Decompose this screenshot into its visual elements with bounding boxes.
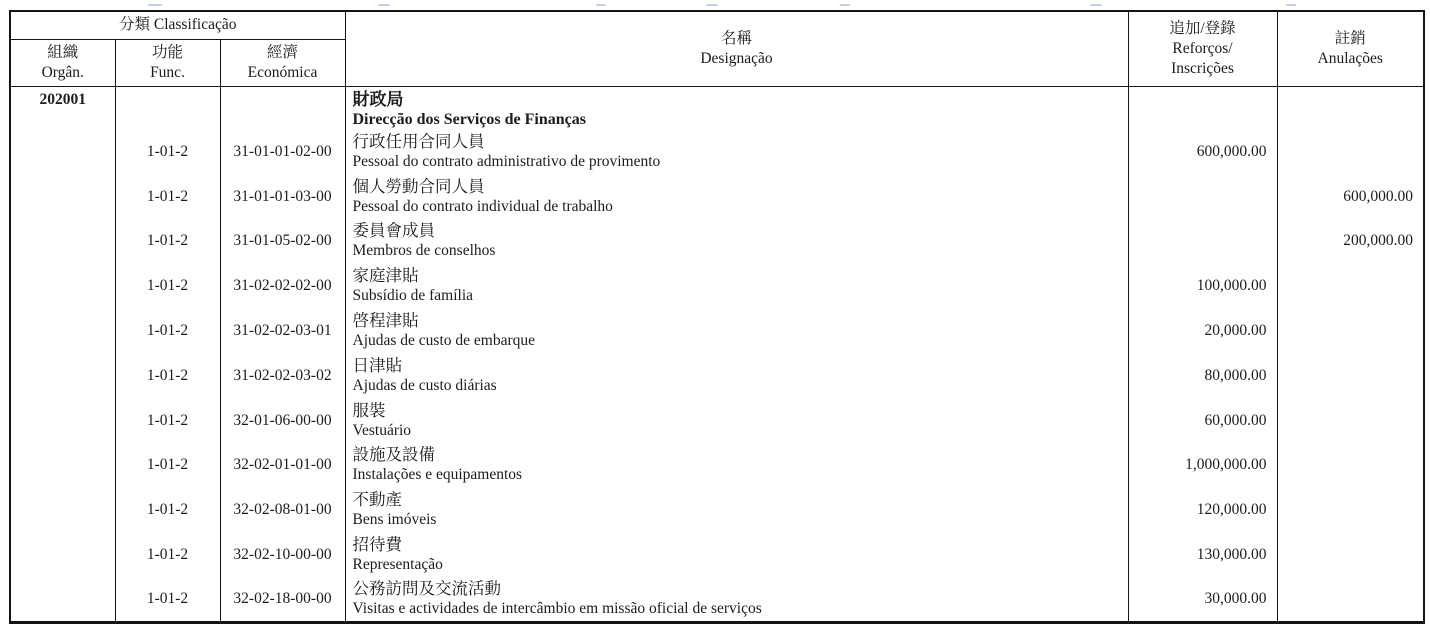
budget-line-row xyxy=(10,398,1424,443)
scan-artifact xyxy=(706,4,718,6)
designation-cell xyxy=(345,309,1128,354)
designation-zh: 設施及設備 xyxy=(352,445,435,465)
designation-cell xyxy=(345,219,1128,264)
org-cell-empty xyxy=(10,264,115,309)
anulacoes-amount: 200,000.00 xyxy=(1277,219,1424,264)
scan-artifact xyxy=(1286,4,1296,6)
designation-cell xyxy=(345,577,1128,622)
designation-pt: Ajudas de custo diárias xyxy=(352,376,497,394)
reforcos-amount: 600,000.00 xyxy=(1128,130,1277,175)
designation-cell xyxy=(345,443,1128,488)
designation-zh: 招待費 xyxy=(352,535,402,555)
empty-cell xyxy=(115,86,220,130)
designation-zh: 委員會成員 xyxy=(352,221,435,241)
designation-zh: 公務訪問及交流活動 xyxy=(352,579,501,599)
anulacoes-amount xyxy=(1277,443,1424,488)
economic-code: 32-01-06-00-00 xyxy=(220,398,345,443)
economic-code: 32-02-08-01-00 xyxy=(220,488,345,533)
reforcos-amount: 80,000.00 xyxy=(1128,353,1277,398)
designation-cell xyxy=(345,533,1128,578)
functional-code: 1-01-2 xyxy=(115,353,220,398)
designation-pt: Ajudas de custo de embarque xyxy=(352,332,535,350)
economic-code: 32-02-01-01-00 xyxy=(220,443,345,488)
anulacoes-amount xyxy=(1277,577,1424,622)
header-economic-pt: Económica xyxy=(247,63,318,81)
budget-line-row xyxy=(10,488,1424,533)
designation-cell xyxy=(345,130,1128,175)
budget-line-row xyxy=(10,577,1424,622)
header-reinforcements-zh: 追加/登錄 xyxy=(1169,19,1236,37)
designation-zh: 不動產 xyxy=(352,490,402,510)
org-cell-empty xyxy=(10,130,115,175)
designation-pt: Visitas e actividades de intercâmbio em missão oficial de serviços xyxy=(352,600,762,618)
designation-pt: Pessoal do contrato individual de trabalho xyxy=(352,197,613,215)
header-designation-zh: 名稱 xyxy=(720,29,752,47)
header-economic-zh: 經濟 xyxy=(266,43,298,61)
budget-line-row xyxy=(10,174,1424,219)
scan-artifact xyxy=(378,4,390,6)
header-organ-pt: Orgân. xyxy=(41,63,84,81)
designation-zh: 行政任用合同人員 xyxy=(352,131,485,151)
functional-code: 1-01-2 xyxy=(115,398,220,443)
reforcos-amount: 60,000.00 xyxy=(1128,398,1277,443)
budget-line-row xyxy=(10,264,1424,309)
designation-pt: Pessoal do contrato administrativo de provimento xyxy=(352,152,661,170)
budget-line-row xyxy=(10,443,1424,488)
table-header xyxy=(10,11,1424,86)
functional-code: 1-01-2 xyxy=(115,309,220,354)
economic-code: 31-01-01-02-00 xyxy=(220,130,345,175)
section-header-row xyxy=(10,86,1424,130)
functional-code: 1-01-2 xyxy=(115,443,220,488)
scan-artifact xyxy=(148,4,162,6)
anulacoes-amount xyxy=(1277,533,1424,578)
reforcos-amount: 1,000,000.00 xyxy=(1128,443,1277,488)
header-function-zh: 功能 xyxy=(151,43,183,61)
designation-cell xyxy=(345,353,1128,398)
header-function xyxy=(115,39,220,86)
header-classification: 分類 Classificação xyxy=(10,11,345,39)
designation-cell xyxy=(345,174,1128,219)
designation-cell xyxy=(345,488,1128,533)
section-name-pt: Direcção dos Serviços de Finanças xyxy=(352,110,586,128)
designation-pt: Membros de conselhos xyxy=(352,242,496,260)
economic-code: 31-02-02-03-01 xyxy=(220,309,345,354)
designation-pt: Instalações e equipamentos xyxy=(352,466,523,484)
empty-cell xyxy=(1277,86,1424,130)
designation-cell xyxy=(345,398,1128,443)
designation-zh: 家庭津貼 xyxy=(352,266,419,286)
budget-table xyxy=(9,10,1425,624)
budget-line-row xyxy=(10,219,1424,264)
header-reinforcements-pt1: Reforços/ xyxy=(1172,39,1233,57)
economic-code: 31-02-02-03-02 xyxy=(220,353,345,398)
org-cell-empty xyxy=(10,488,115,533)
org-cell-empty xyxy=(10,398,115,443)
designation-zh: 啓程津貼 xyxy=(352,311,419,331)
section-name-cell xyxy=(345,86,1128,130)
header-organ-zh: 組織 xyxy=(47,43,79,61)
functional-code: 1-01-2 xyxy=(115,264,220,309)
org-cell-empty xyxy=(10,309,115,354)
anulacoes-amount xyxy=(1277,309,1424,354)
budget-line-row xyxy=(10,130,1424,175)
org-cell-empty xyxy=(10,533,115,578)
functional-code: 1-01-2 xyxy=(115,488,220,533)
designation-pt: Vestuário xyxy=(352,421,412,439)
header-annulments-pt: Anulações xyxy=(1317,49,1383,67)
table-body xyxy=(10,86,1424,622)
economic-code: 32-02-18-00-00 xyxy=(220,577,345,622)
economic-code: 32-02-10-00-00 xyxy=(220,533,345,578)
header-function-pt: Func. xyxy=(150,63,185,81)
anulacoes-amount xyxy=(1277,264,1424,309)
reforcos-amount: 100,000.00 xyxy=(1128,264,1277,309)
functional-code: 1-01-2 xyxy=(115,130,220,175)
designation-zh: 服裝 xyxy=(352,400,386,420)
header-annulments xyxy=(1277,11,1424,86)
header-designation-pt: Designação xyxy=(700,49,773,67)
designation-pt: Representação xyxy=(352,556,443,574)
scan-artifact xyxy=(840,4,850,6)
designation-pt: Subsídio de família xyxy=(352,287,474,305)
org-cell-empty xyxy=(10,174,115,219)
org-cell-empty xyxy=(10,443,115,488)
scan-artifact xyxy=(1090,4,1102,6)
functional-code: 1-01-2 xyxy=(115,533,220,578)
reforcos-amount: 30,000.00 xyxy=(1128,577,1277,622)
anulacoes-amount xyxy=(1277,130,1424,175)
header-reinforcements xyxy=(1128,11,1277,86)
header-economic xyxy=(220,39,345,86)
reforcos-amount xyxy=(1128,174,1277,219)
org-code: 202001 xyxy=(10,86,115,130)
anulacoes-amount xyxy=(1277,353,1424,398)
section-name-zh: 財政局 xyxy=(352,89,404,109)
economic-code: 31-02-02-02-00 xyxy=(220,264,345,309)
scan-artifact xyxy=(596,4,606,6)
budget-line-row xyxy=(10,533,1424,578)
designation-cell xyxy=(345,264,1128,309)
designation-pt: Bens imóveis xyxy=(352,511,437,529)
header-organ xyxy=(10,39,115,86)
budget-line-row xyxy=(10,353,1424,398)
reforcos-amount: 130,000.00 xyxy=(1128,533,1277,578)
anulacoes-amount: 600,000.00 xyxy=(1277,174,1424,219)
reforcos-amount: 20,000.00 xyxy=(1128,309,1277,354)
org-cell-empty xyxy=(10,219,115,264)
header-reinforcements-pt2: Inscrições xyxy=(1171,59,1234,77)
economic-code: 31-01-01-03-00 xyxy=(220,174,345,219)
designation-zh: 日津貼 xyxy=(352,355,402,375)
header-annulments-zh: 註銷 xyxy=(1334,29,1366,47)
designation-zh: 個人勞動合同人員 xyxy=(352,176,485,196)
header-designation xyxy=(345,11,1128,86)
functional-code: 1-01-2 xyxy=(115,174,220,219)
budget-line-row xyxy=(10,309,1424,354)
empty-cell xyxy=(1128,86,1277,130)
reforcos-amount: 120,000.00 xyxy=(1128,488,1277,533)
anulacoes-amount xyxy=(1277,488,1424,533)
functional-code: 1-01-2 xyxy=(115,577,220,622)
org-cell-empty xyxy=(10,353,115,398)
empty-cell xyxy=(220,86,345,130)
functional-code: 1-01-2 xyxy=(115,219,220,264)
economic-code: 31-01-05-02-00 xyxy=(220,219,345,264)
org-cell-empty xyxy=(10,577,115,622)
reforcos-amount xyxy=(1128,219,1277,264)
anulacoes-amount xyxy=(1277,398,1424,443)
